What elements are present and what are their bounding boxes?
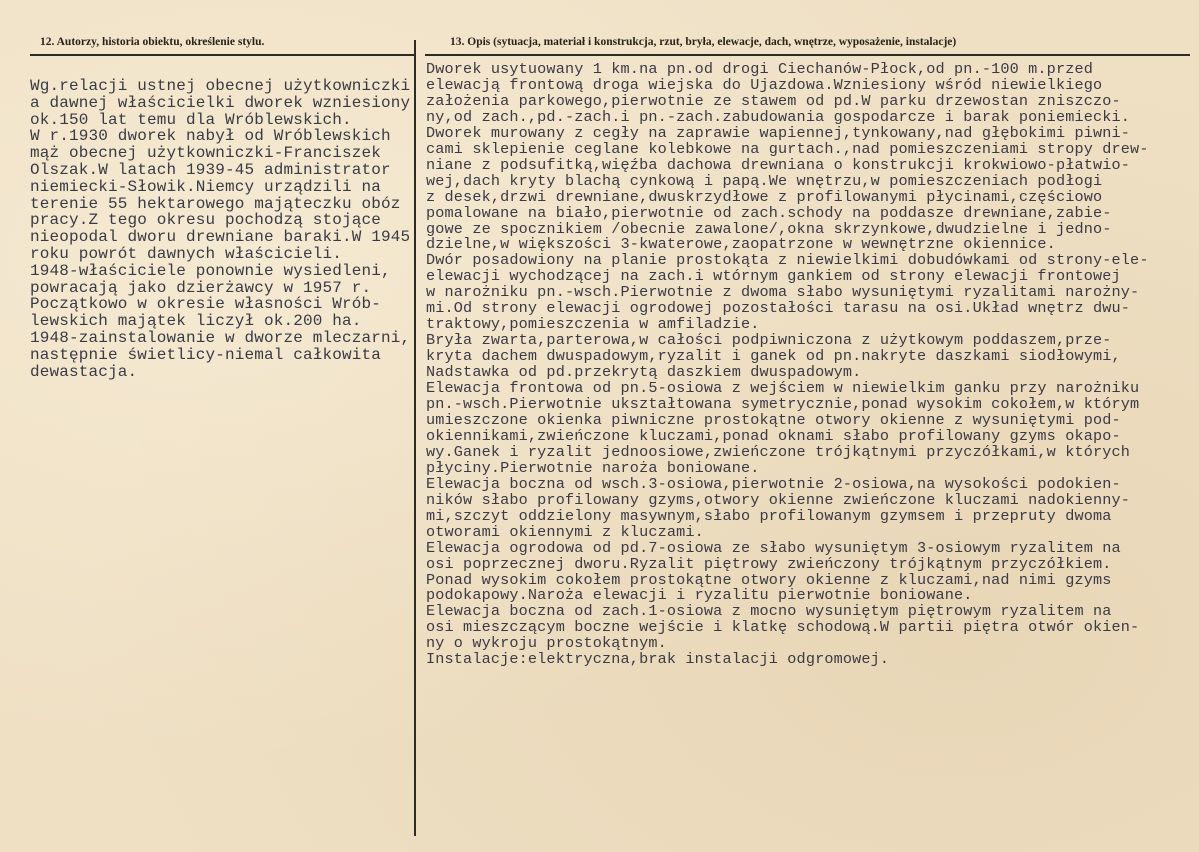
history-text-line: dewastacja. [30,362,138,381]
description-text-line: Elewacja boczna od zach.1-osiowa z mocno wysuniętym piętrowym ryzalitem na [426,602,1112,621]
description-text-line: pomalowane na biało,pierwotnie od zach.schody na poddasze drewniane,zabie- [426,203,1112,222]
heading-underline-right [425,54,1190,56]
section-12-typed-text [30,78,414,380]
description-text-line: wy.Ganek i ryzalit jednoosiowe,zwieńczone trójkątnymi przyczółkami,w których [426,442,1131,461]
history-text-line: a dawnej właścicielki dworek wzniesiony [30,93,411,112]
description-text-line: mi,szczyt oddzielony masywnym,słabo profilowanym gzymsem i przepruty dwoma [426,506,1112,525]
description-text-line: pn.-wsch.Pierwotnie ukształtowana symetrycznie,ponad wysokim cokołem,w którym [426,395,1140,414]
description-text-line: Dworek usytuowany 1 km.na pn.od drogi Ciechanów-Płock,od pn.-100 m.przed [426,62,1094,78]
history-text-line: terenie 55 hektarowego mająteczku obóz [30,194,401,213]
history-text-line: mąż obecnej użytkowniczki-Franciszek [30,144,382,163]
history-text-line: Wg.relacji ustnej obecnej użytkowniczki [30,78,411,95]
history-text-line: W r.1930 dworek nabył od Wróblewskich [30,127,391,146]
description-text-line: okiennikami,zwieńczone kluczami,ponad oknami słabo profilowany gzyms okapo- [426,426,1121,445]
description-text-line: traktowy,pomieszczenia w amfiladzie. [426,315,760,334]
description-text-line: ników słabo profilowany gzyms,otwory okienne zwieńczone kluczami nadokienny- [426,490,1131,509]
history-text-line: ok.150 lat temu dla Wróblewskich. [30,110,352,129]
history-text-line: niemiecki-Słowik.Niemcy urządzili na [30,177,382,196]
description-text-line: ny o wykroju prostokątnym. [426,634,667,653]
history-text-line: Olszak.W latach 1939-45 administrator [30,160,391,179]
description-text-line: elewacji wychodzącej na zach.i wtórnym gankiem od strony elewacji frontowej [426,267,1121,286]
description-text-line: otworami okiennymi z kluczami. [426,522,704,541]
history-text-line: Początkowo w okresie własności Wrób- [30,295,382,314]
section-12-heading: 12. Autorzy, historia obiektu, określenie stylu. [40,36,265,48]
description-text-line: Nadstawka od pd.przekrytą daszkiem dwuspadowym. [426,363,862,382]
description-text-line: Dworek murowany z cegły na zaprawie wapiennej,tynkowany,nad głębokimi piwni- [426,123,1131,142]
column-divider [414,40,416,836]
description-text-line: Bryła zwarta,parterowa,w całości podpiwniczona z użytkowym poddaszem,prze- [426,331,1112,350]
description-text-line: w narożniku pn.-wsch.Pierwotnie z dwoma słabo wysuniętymi ryzalitami narożny- [426,283,1140,302]
description-text-line: Elewacja ogrodowa od pd.7-osiowa ze słabo wysuniętym 3-osiowym ryzalitem na [426,538,1121,557]
description-text-line: Elewacja boczna od wsch.3-osiowa,pierwotnie 2-osiowa,na wysokości podokien- [426,474,1121,493]
description-text-line: Ponad wysokim cokołem prostokątne otwory okienne z kluczami,nad nimi gzyms [426,570,1112,589]
history-text-line: następnie świetlicy-niemal całkowita [30,345,382,364]
description-text-line: elewacją frontową droga wiejska do Ujazdowa.Wzniesiony wśród niewielkiego [426,75,1103,94]
history-text-line: 1948-zainstalowanie w dworze mleczarni, [30,328,411,347]
description-text-line: podokapowy.Naroża elewacji i ryzalitu pierwotnie boniowane. [426,586,973,605]
description-text-line: gowe ze spocznikiem /obecnie zawalone/,okna skrzynkowe,dwudzielne i jedno- [426,219,1112,238]
history-text-line: roku powrót dawnych właścicieli. [30,244,343,263]
description-text-line: założenia parkowego,pierwotnie ze stawem od pd.W parku drzewostan zniszczo- [426,91,1121,110]
description-text-line: Dwór posadowiony na planie prostokąta z niewielkimi dobudówkami od strony-ele- [426,251,1149,270]
history-text-line: lewskich majątek liczył ok.200 ha. [30,312,362,331]
description-text-line: niane z podsufitką,więźba dachowa drewniana o konstrukcji krokwiowo-płatwio- [426,155,1131,174]
description-text-line: osi mieszczącym boczne wejście i klatkę schodową.W partii piętra otwór okien- [426,618,1140,637]
history-text-line: nieopodal dworu drewniane baraki.W 1945 [30,228,411,247]
history-text-line: pracy.Z tego okresu pochodzą stojące [30,211,382,230]
description-text-line: ny,od zach.,pd.-zach.i pn.-zach.zabudowania gospodarcze i barak poniemiecki. [426,107,1131,126]
description-text-line: Instalacje:elektryczna,brak instalacji odgromowej. [426,650,890,669]
description-text-line: cami sklepienie ceglane kolebkowe na gurtach.,nad pomieszczeniami stropy drew- [426,139,1149,158]
section-13-typed-text [426,62,1196,668]
description-text-line: z desek,drzwi drewniane,dwuskrzydłowe z profilowanymi płycinami,częściowo [426,187,1103,206]
description-text-line: mi.Od strony elewacji ogrodowej pozostałości tarasu na osi.Układ wnętrz dwu- [426,299,1131,318]
description-text-line: wej,dach kryty blachą cynkową i papą.We wnętrzu,w pomieszczeniach podłogi [426,171,1103,190]
history-text-line: 1948-właściciele ponownie wysiedleni, [30,261,391,280]
heading-underline-left [30,54,414,56]
description-text-line: dzielne,w większości 3-kwaterowe,zaopatrzone w wewnętrzne okiennice. [426,235,1056,254]
description-text-line: osi poprzecznej dworu.Ryzalit piętrowy zwieńczony trójkątnym przyczółkiem. [426,554,1112,573]
history-text-line: powracają jako dzierżawcy w 1957 r. [30,278,372,297]
description-text-line: kryta dachem dwuspadowym,ryzalit i ganek od pn.nakryte daszkami siodłowymi, [426,347,1121,366]
section-13-heading: 13. Opis (sytuacja, materiał i konstrukcja, rzut, bryła, elewacje, dach, wnętrze, wyposażenie, instalacje) [450,36,957,48]
description-text-line: płyciny.Pierwotnie naroża boniowane. [426,458,760,477]
description-text-line: Elewacja frontowa od pn.5-osiowa z wejściem w niewielkim ganku przy narożniku [426,379,1140,398]
description-text-line: umieszczone okienka piwniczne prostokątne otwory okienne z wysuniętymi pod- [426,410,1121,429]
